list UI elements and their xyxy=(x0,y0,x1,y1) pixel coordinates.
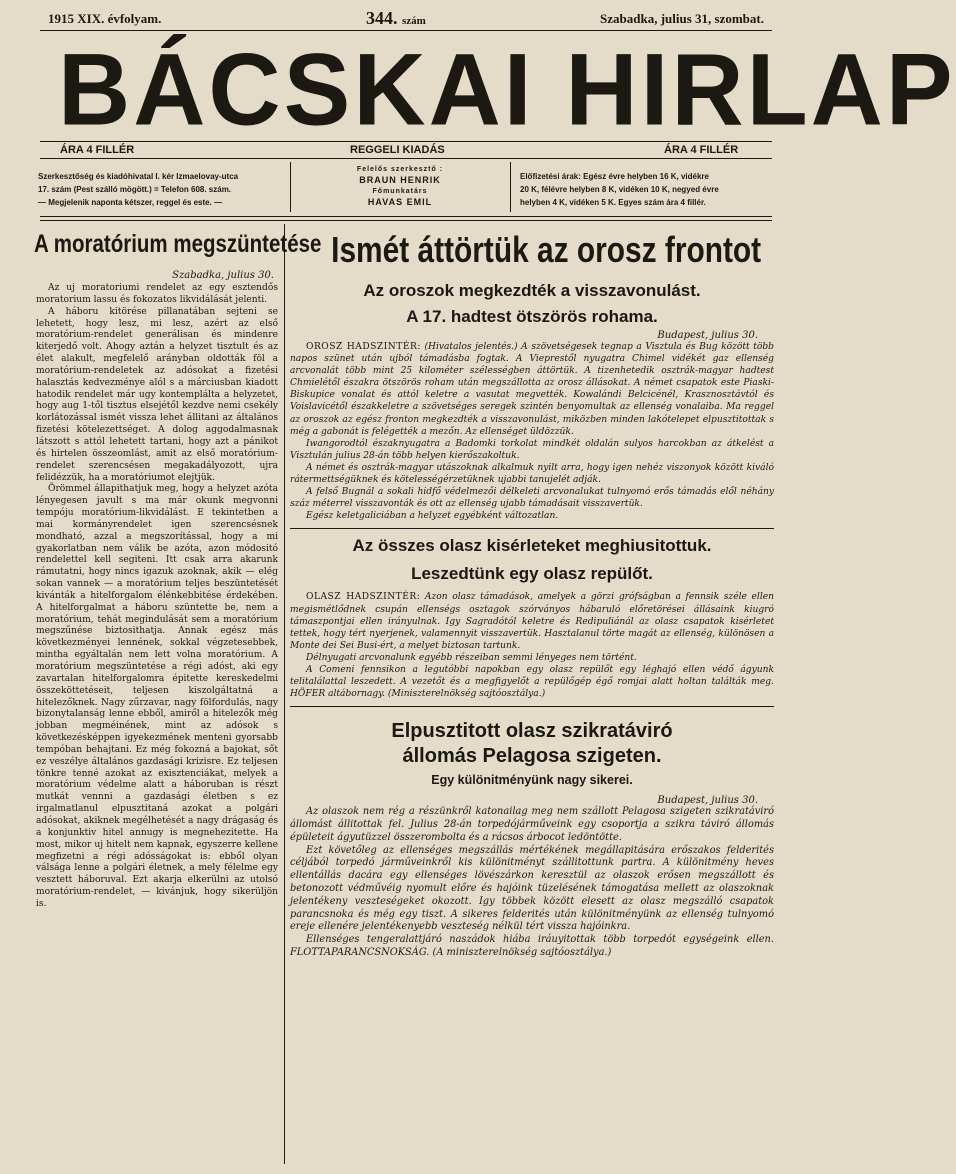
paragraph-text: Azon olasz támadások, amelyek a görzi grófságban a fennsik széle ellen megismétlődnek csupán ellenségs osztagok szórványos hábaruló előretörései állásaink kiugró támaszpontjai ellen irányulnak. Igy Sagradótól keletre és Redipuliánál az olasz csapatok kisérletet tettek, hogy tért nyerjenek, valamennyit visszavertük. Hasztalanul törte magát az ellenség, különösen a Monte dei Sei Busi-ért, a melyet biztosan tartunk. xyxy=(290,592,774,651)
edition-label: REGGELI KIADÁS xyxy=(350,144,445,156)
paragraph: Ezt követőleg az ellenséges megszállás mértékének megállapitására erőszakos felderités céljából torpedó járműveinkről kis különitményt szállitottunk partra. A különitmény heves ellentállás dacára egy ellenséges lövészárkon keresztül az olaszok erősen megszállott és betonozott védművéig nyomult előre és hajóink tüzelésének támogatása mellett az olaszoknak jelentékeny veszteségeket okozott. Igy többek között elesett az olasz megszálló csapatok parancsnoka és még egy tiszt. A sikeres felderités után különitményünk az ellenség tulnyomó ereje ellenére jelentékenyebb veszteség nélkül tért vissza hajóinkra. xyxy=(290,844,774,933)
office-line: Szerkesztőség és kiadóhivatal I. kér Izmaelovay-utca xyxy=(38,172,239,181)
office-info xyxy=(38,170,282,209)
masthead-rule xyxy=(40,141,772,142)
report-label: OROSZ HADSZINTÉR: xyxy=(306,342,421,352)
paragraph: Délnyugati arcvonalunk egyébb részeiban semmi lényeges nem történt. xyxy=(306,652,637,663)
section-rule xyxy=(290,706,774,707)
main-dateline: Budapest, julius 30. xyxy=(657,330,758,341)
masthead-title: BÁCSKAI HIRLAP xyxy=(58,32,956,148)
top-rule xyxy=(40,30,772,31)
issue-label: szám xyxy=(402,15,426,27)
subscription-line: Előfizetési árak: Egész évre helyben 16 K, vidékre xyxy=(520,172,709,181)
editor-info xyxy=(300,164,500,208)
paragraph: A Comeni fennsikon a legutóbbi napokban egy olasz repülőt egy léghajó ellen védő ágyunk telitalálattal leszedett. A vezetőt és a megfigyelőt a repülőgép égő romjai alatt holtan találták meg. HÖFER altábornagy. (Miniszterelnökség sajtóosztálya.) xyxy=(290,664,774,700)
paragraph: A német és osztrák-magyar utászoknak alkalmuk nyilt arra, hogy igen nehéz viszonyok között kiváló rátermettségüknek és kötelességérzetüknek ujabbi tanujelét adják. xyxy=(290,462,774,486)
subscription-info xyxy=(520,170,778,209)
header-bottom-rule xyxy=(40,216,772,217)
issue-number-value: 344. xyxy=(366,8,398,28)
info-divider xyxy=(290,162,291,212)
issue-date: Szabadka, julius 31, szombat. xyxy=(600,11,764,26)
left-article-body xyxy=(36,283,278,911)
paragraph: Az olaszok nem rég a részünkről katonailag meg nem szállott Pelagosa szigeten szikratáviró állomást állitottak fel. Julius 28-án torpedójárműveink egy csoportja a szikra táviró állomás épületeit ágyutüzzel összerombolta és a rácsos árbocot ledöntötte. xyxy=(290,806,774,843)
price-left: ÁRA 4 FILLÉR xyxy=(60,144,135,156)
price-right: ÁRA 4 FILLÉR xyxy=(664,144,739,156)
paragraph xyxy=(290,591,774,651)
top-line xyxy=(48,8,764,30)
paragraph: A háboru kitörése pillanatában sejteni se lehetett, hogy lesz, mi lesz, azért az első moratórium-rendelet generálisan és mindenre kiterjedő volt. Ahogy aztán a helyzet tisztult és az élet alakult, megfelelő arányban oldották föl a moratórium-rendeletek az adósokat a fizetési halasztás kedvezménye alól s a márciusban kiadott hatodik rendelet már ugy kontemplálta a helyzetet, hogy aug 1-től tisztus elsejétől kezdve nemi csekély korlátozással ismét vissza lehet állitani az általános fizetési kötelezettséget. A dolog aggodalmasnak látszott s attól lehetett tartani, hogy azt a pánikot és hirtelen összeomlást, amit az első moratórium-rendelet szerencsésen megakadályozott, ujra felidézzük, ha a moratóriumot elejtjük. xyxy=(36,306,278,483)
left-dateline: Szabadka, julius 30. xyxy=(172,270,274,281)
left-headline: A moratórium megszüntetése xyxy=(34,230,322,258)
coeditor-name: HAVAS EMIL xyxy=(367,197,433,207)
italy-headline: Az összes olasz kisérleteket meghiusitottuk. xyxy=(352,536,712,556)
editor-label: Felelős szerkesztő : xyxy=(356,166,444,173)
subscription-line: helyben 4 K, vidéken 5 K. Egyes szám ára 4 fillér. xyxy=(520,198,706,207)
pelagosa-story-body xyxy=(290,806,774,960)
section-rule xyxy=(290,528,774,529)
subscription-line: 20 K, félévre helyben 8 K, vidéken 10 K, negyed évre xyxy=(520,185,719,194)
issue-number xyxy=(366,8,426,29)
pelagosa-subhead: Egy különitményünk nagy sikerei. xyxy=(431,773,633,788)
subhead-rule xyxy=(40,158,772,159)
paragraph: Örömmel állapithatjuk meg, hogy a helyzet azóta lényegesen javult s ma már okunk megvonni tempóju moratórium-likvidálást. E tekintetben a mai kormányrendelet igen szerencsésnek mondható, azzal a megszorítással, hogy a mi gyakorlatban nem válik be azóta, azon módositó rendelettel kell segiteni. Itt csak arra akarunk rámutatni, hogy nincs igazuk azoknak, akik — elég sokan vannek — a moratórium teljes beszüntetését kivánták a hitelforgalom élénkebbitése érdekében. A hitelforgalmat a háboru szüntette be, nem a moratórium, tehát megindulását sem a moratórium megszűnése biztosithatja. Annak egész más következményei lennének, sokkal végzetesebbek, mintha egyáltalán nem lett volna moratórium. A moratórium megszüntetése a régi adóst, aki egy zavartalan hitelforgalomra épitette kereskedelmi összeköttetéseit, teljesen kiszolgáltatná a hitelezőknek. Nagy zűrzavar, nagy fölfordulás, nagy bizonytalanság lenne ebből, amiről a hitelezők még jobban megméinének, mint az adósok s következésképpen igyekezmének menteni gyorsabb tempóban behajtani. Ez még fokozná a bajokat, sőt ez veszélye általános gazdasági krizisre. Ez teljesen tönkre tenné azokat az exisztenciákat, melyek a moratórium védelme alatt a háboruban is részt mutkát vennni a gazdasági életben s ez irgalmatlanul elpusztitaná azokat a polgári adósokat, akiknek megélhetését a nagy drágaság és a konjunktiv hitel annugy is megnehezitette. Ha most, mikor uj hitelt nem kapnak, egyszerre kellene megfizetni a régi adósságokat is: ebből olyan válsága lenne a polgári életnek, a mely félelme egy vesztett háboruval. Ezt akarja elkerülni az utolsó moratórium-rendelet, — kivánjuk, hogy sikerüljön is. xyxy=(36,484,278,909)
italy-story-body xyxy=(290,591,774,700)
right-column xyxy=(290,228,774,960)
paragraph-text: (Hivatalos jelentés.) A szövetségesek tegnap a Visztula és Bug között több napos szünet után ujból támadásba fogtak. A Vieprestől nyugatra Chimel vidékét gaz ellenség arcvonalát több mint 25 kilométer szélességben áttörtük. A tizenhetedik osztrák-magyar hadtest Chmielétől északra ötszörös roham után megszállotta az orosz állásokat. A német csapatok este Piaski-Biskupice vonalat és attól keletre a vasutat megvették. Kowalándi Belcicénél, Krasznosztávtól és Voislavicétől északkeletre a szövetséges seregek szintén benyomultak az ellenség vonalaiba. Ma reggel az oroszok az egész fronton megkezdték a visszavonulást, miközben minden lakótelepet elpusztitottak s még a gabonát is felégették a mezőn. Az ellenséget üldözzük. xyxy=(290,342,774,437)
main-headline: Ismét áttörtük az orosz frontot xyxy=(331,229,762,270)
paragraph: Egész keletgaliciában a helyzet egyébként változatlan. xyxy=(306,511,559,522)
pelagosa-dateline: Budapest, julius 30. xyxy=(657,795,758,807)
main-story-body xyxy=(290,341,774,522)
main-subhead-1: Az oroszok megkezdték a visszavonulást. xyxy=(363,281,701,300)
office-line: 17. szám (Pest szálló mögött.) = Telefon 608. szám. xyxy=(38,185,232,194)
pelagosa-headline-2: állomás Pelagosa szigeten. xyxy=(402,745,662,768)
paragraph: Iwangorodtól északnyugatra a Badomki torkolat mindkét oldalán sulyos harcokban az átkelést a Visztulán julius 28-án több helyen kierőszakoltuk. xyxy=(290,438,774,461)
paragraph: A felső Bugnál a sokali hidfő védelmezői délkeleti arcvonalukat tulnyomó erős támadás elől néhány száz méterrel visszavonták és ott az ellenség ujabb támadásait visszavertük. xyxy=(290,487,774,510)
paragraph: Ellenséges tengeralattjáró naszádok hiába iráuyitottak több torpedót egységeink ellen. FLOTTAPARANCSNOKSÁG. (A miniszterelnökség sajtóosztálya.) xyxy=(290,934,774,959)
pelagosa-headline-1: Elpusztitott olasz szikratáviró xyxy=(391,720,673,743)
italy-subhead: Leszedtünk egy olasz repülőt. xyxy=(411,564,653,584)
paragraph: Az uj moratoriumi rendelet az egy esztendős moratorium lassu és fokozatos likvidálását jelenti. xyxy=(36,283,278,305)
report-label: OLASZ HADSZINTÉR: xyxy=(306,592,421,603)
office-line: — Megjelenik naponta kétszer, reggel és este. — xyxy=(38,198,223,207)
coeditor-label: Főmunkatárs xyxy=(372,188,428,195)
left-article xyxy=(34,228,322,911)
editor-name: BRAUN HENRIK xyxy=(359,175,441,185)
column-divider xyxy=(284,224,285,1164)
paragraph xyxy=(290,341,774,438)
volume-label: 1915 XIX. évfolyam. xyxy=(48,11,162,26)
header-bottom-rule xyxy=(40,220,772,221)
main-subhead-2: A 17. hadtest ötszörös rohama. xyxy=(406,307,658,326)
info-divider xyxy=(510,162,511,212)
